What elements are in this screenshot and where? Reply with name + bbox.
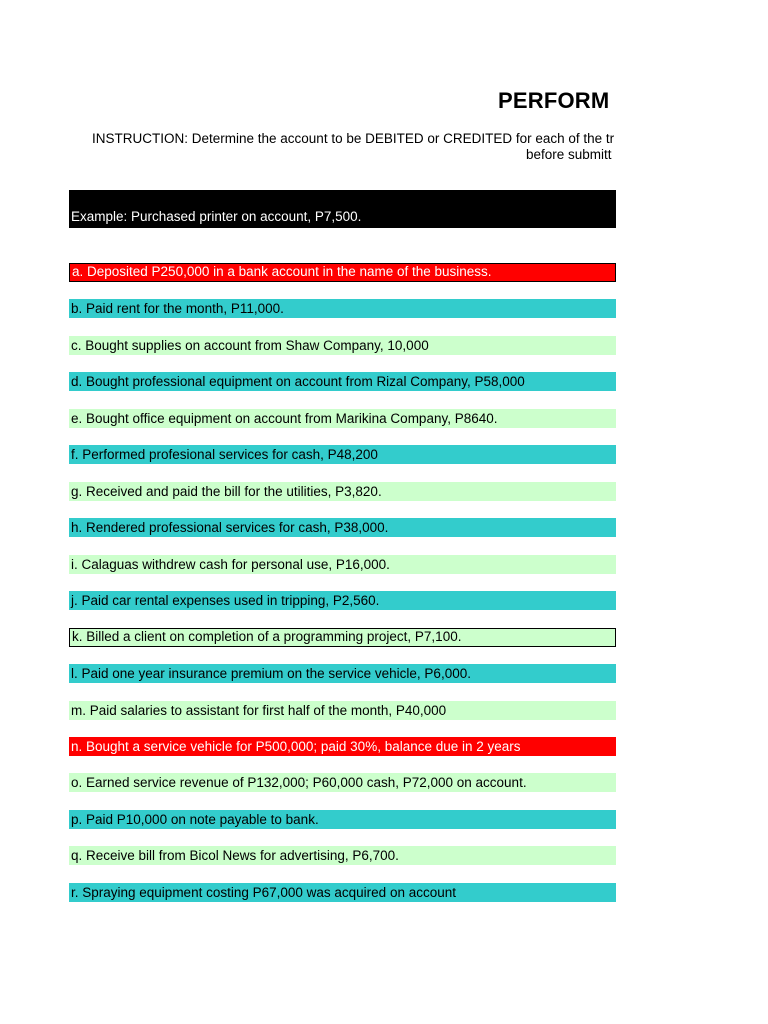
transaction-row-l[interactable] — [69, 664, 616, 683]
transaction-row-c[interactable] — [69, 336, 616, 355]
transaction-row-b[interactable] — [69, 299, 616, 318]
transaction-text: q. Receive bill from Bicol News for advertising, P6,700. — [71, 848, 399, 863]
transaction-text: j. Paid car rental expenses used in tripping, P2,560. — [71, 593, 380, 608]
transaction-text: k. Billed a client on completion of a programming project, P7,100. — [72, 629, 462, 644]
transaction-row-e[interactable] — [69, 409, 616, 428]
transaction-row-m[interactable] — [69, 701, 616, 720]
example-row[interactable] — [69, 190, 616, 228]
transaction-row-g[interactable] — [69, 482, 616, 501]
page-title: PERFORM — [498, 88, 610, 113]
transaction-row-q[interactable] — [69, 846, 616, 865]
transaction-row-r[interactable] — [69, 883, 616, 902]
transaction-text: p. Paid P10,000 on note payable to bank. — [71, 812, 319, 827]
instruction-line-2: before submitt — [526, 147, 612, 162]
transaction-text: i. Calaguas withdrew cash for personal use, P16,000. — [71, 557, 390, 572]
transaction-text: e. Bought office equipment on account from Marikina Company, P8640. — [71, 411, 498, 426]
transaction-row-f[interactable] — [69, 445, 616, 464]
transaction-row-p[interactable] — [69, 810, 616, 829]
transaction-row-h[interactable] — [69, 518, 616, 537]
transaction-text: o. Earned service revenue of P132,000; P60,000 cash, P72,000 on account. — [71, 775, 527, 790]
transaction-text: f. Performed profesional services for cash, P48,200 — [71, 447, 378, 462]
transaction-row-n[interactable] — [69, 737, 616, 756]
transaction-text: g. Received and paid the bill for the utilities, P3,820. — [71, 484, 382, 499]
transaction-text: m. Paid salaries to assistant for first half of the month, P40,000 — [71, 703, 447, 718]
transaction-row-d[interactable] — [69, 372, 616, 391]
transaction-text: r. Spraying equipment costing P67,000 was acquired on account — [71, 885, 456, 900]
transaction-row-a[interactable] — [69, 263, 616, 282]
transaction-row-k[interactable] — [69, 628, 616, 647]
transaction-text: h. Rendered professional services for cash, P38,000. — [71, 520, 389, 535]
transaction-row-j[interactable] — [69, 591, 616, 610]
transaction-text: c. Bought supplies on account from Shaw Company, 10,000 — [71, 338, 429, 353]
transaction-row-o[interactable] — [69, 773, 616, 792]
transaction-text: a. Deposited P250,000 in a bank account in the name of the business. — [72, 264, 492, 279]
transaction-text: d. Bought professional equipment on account from Rizal Company, P58,000 — [71, 374, 525, 389]
transaction-row-i[interactable] — [69, 555, 616, 574]
transaction-text: n. Bought a service vehicle for P500,000; paid 30%, balance due in 2 years — [71, 739, 521, 754]
instruction-line-1: INSTRUCTION: Determine the account to be DEBITED or CREDITED for each of the tr — [92, 131, 615, 146]
transaction-text: b. Paid rent for the month, P11,000. — [71, 301, 284, 316]
example-text: Example: Purchased printer on account, P7,500. — [71, 209, 362, 224]
transaction-text: l. Paid one year insurance premium on the service vehicle, P6,000. — [71, 666, 471, 681]
